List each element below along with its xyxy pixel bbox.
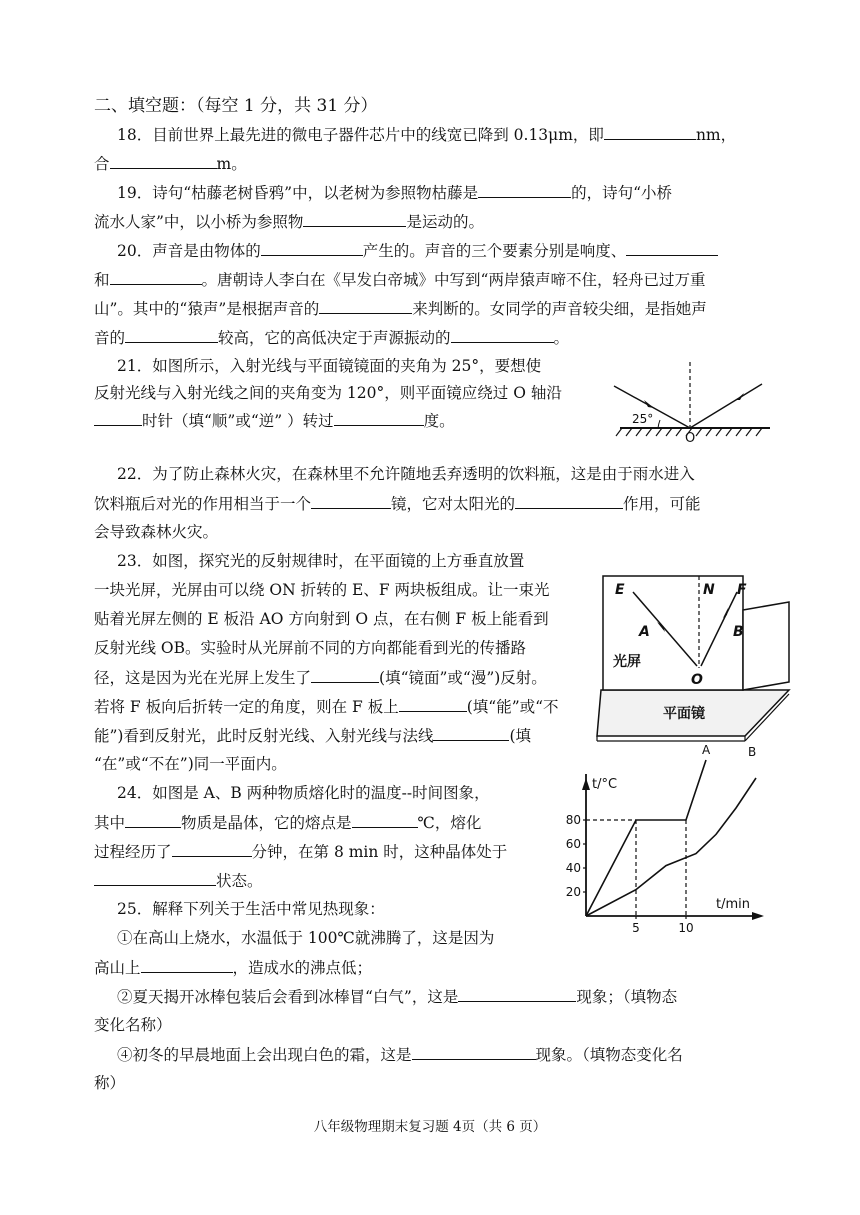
q20-text-4: 。唐朝诗人李白在《早发白帝城》中写到“两岸猿声啼不住，轻舟已过万重 xyxy=(201,271,706,289)
answer-blank[interactable] xyxy=(125,327,218,343)
question-21-cont-1: 反射光线与入射光线之间的夹角变为 120°，则平面镜应绕过 O 轴沿 xyxy=(94,384,562,402)
q23-text-4: (填“能”或“不 xyxy=(466,698,559,716)
answer-blank[interactable] xyxy=(399,696,467,712)
question-21: 21．如图所示，入射光线与平面镜镜面的夹角为 25°，要想使 xyxy=(117,357,542,375)
q18-text-2: nm， xyxy=(695,126,737,144)
question-20 xyxy=(117,240,718,261)
angle-label: 25° xyxy=(632,412,654,426)
y-axis-arrow xyxy=(582,778,590,790)
screen-f-folded-edge xyxy=(743,602,789,690)
q25-text-6: 现象。（填物态变化名 xyxy=(535,1046,683,1064)
q23-text-2: (填“镜面”或“漫”)反射。 xyxy=(379,669,547,687)
q18-text-3: 合 xyxy=(94,155,110,173)
answer-blank[interactable] xyxy=(412,1044,536,1060)
question-23-cont-3: 反射光线 OB。实验时从光屏前不同的方向都能看到光的传播路 xyxy=(94,639,527,657)
question-18 xyxy=(117,124,736,145)
question-23-cont-5 xyxy=(94,696,559,717)
answer-blank[interactable] xyxy=(352,812,418,828)
q24-text-6: 状态。 xyxy=(216,872,263,890)
q25-text-3: ②夏天揭开冰棒包装后会看到冰棒冒“白气”，这是 xyxy=(117,988,459,1006)
answer-blank[interactable] xyxy=(110,269,202,285)
question-20-cont-3 xyxy=(94,327,569,348)
answer-blank[interactable] xyxy=(334,410,424,426)
q25-text-2: ，造成水的沸点低； xyxy=(232,959,373,977)
q19-text-2: 的，诗句“小桥 xyxy=(571,184,673,202)
q18-text-1: 18．目前世界上最先进的微电子器件芯片中的线宽已降到 0.13μm，即 xyxy=(117,126,604,144)
q22-text-1: 饮料瓶后对光的作用相当于一个 xyxy=(94,495,312,513)
label-o: O xyxy=(691,672,703,688)
y-axis-label: t/°C xyxy=(592,777,618,792)
answer-blank[interactable] xyxy=(141,957,233,973)
answer-blank[interactable] xyxy=(172,841,252,857)
label-n: N xyxy=(703,582,715,598)
answer-blank[interactable] xyxy=(451,327,554,343)
x-tick-label: 10 xyxy=(678,921,694,935)
label-light-screen: 光屏 xyxy=(613,654,641,670)
q21-text-2: 度。 xyxy=(423,412,455,430)
x-axis-label: t/min xyxy=(716,897,750,912)
question-22-cont-1 xyxy=(94,493,701,514)
q24-text-3: ℃，熔化 xyxy=(417,814,482,832)
answer-blank[interactable] xyxy=(303,211,406,227)
q20-text-5: 山”。其中的“猿声”是根据声音的 xyxy=(94,300,320,318)
question-21-cont-2 xyxy=(94,410,455,431)
reflection-experiment-figure xyxy=(593,570,793,742)
label-b: B xyxy=(733,624,744,640)
y-tick-label: 40 xyxy=(565,861,581,875)
q21-text-1: 时针（填“顺”或“逆” ）转过 xyxy=(142,412,334,430)
q19-text-4: 是运动的。 xyxy=(406,213,484,231)
question-23-cont-1: 一块光屏，光屏由可以绕 ON 折转的 E、F 两块板组成。让一束光 xyxy=(94,581,550,599)
q23-text-1: 径，这是因为光在光屏上发生了 xyxy=(94,669,312,687)
answer-blank[interactable] xyxy=(110,153,217,169)
question-23-cont-4 xyxy=(94,667,547,688)
q24-text-1: 其中 xyxy=(94,814,126,832)
q23-text-5: 能”)看到反射光，此时反射光线、入射光线与法线 xyxy=(94,727,434,745)
question-22: 22．为了防止森林火灾，在森林里不允许随地丢弃透明的饮料瓶，这是由于雨水进入 xyxy=(117,465,695,483)
label-f: F xyxy=(737,582,747,598)
question-18-cont xyxy=(94,153,247,174)
x-tick-label: 5 xyxy=(632,921,640,935)
q19-text-1: 19．诗句“枯藤老树昏鸦”中，以老树为参照物枯藤是 xyxy=(117,184,479,202)
q20-text-9: 。 xyxy=(553,329,570,347)
q22-text-2: 镜，它对太阳光的 xyxy=(391,495,516,513)
series-b-line xyxy=(586,778,756,916)
answer-blank[interactable] xyxy=(94,870,216,886)
question-23-cont-7: “在”或“不在”)同一平面内。 xyxy=(94,755,287,773)
answer-blank[interactable] xyxy=(458,986,576,1002)
y-tick-label: 80 xyxy=(565,813,581,827)
q24-text-5: 分钟，在第 8 min 时，这种晶体处于 xyxy=(251,843,508,861)
q20-text-1: 20．声音是由物体的 xyxy=(117,242,261,260)
answer-blank[interactable] xyxy=(433,725,509,741)
q24-text-4: 过程经历了 xyxy=(94,843,172,861)
page-footer: 八年级物理期末复习题 4页（共 6 页） xyxy=(313,1119,547,1135)
question-19 xyxy=(117,182,672,203)
label-e: E xyxy=(615,582,625,598)
answer-blank[interactable] xyxy=(311,493,391,509)
q24-text-2: 物质是晶体，它的熔点是 xyxy=(181,814,352,832)
answer-blank[interactable] xyxy=(94,410,142,426)
q25-text-1: 高山上 xyxy=(94,959,141,977)
question-25-item-2-cont: 变化名称） xyxy=(94,1016,172,1034)
mirror-reflection-figure xyxy=(612,356,772,444)
q20-text-3: 和 xyxy=(94,271,110,289)
question-25-item-4-cont: 称） xyxy=(94,1074,126,1092)
question-20-cont-1 xyxy=(94,269,705,290)
question-24-cont-2 xyxy=(94,841,507,862)
question-25-item-2 xyxy=(117,986,677,1007)
question-24-cont-1 xyxy=(94,812,481,833)
question-24-cont-3 xyxy=(94,870,263,891)
series-a-label: A xyxy=(702,743,711,757)
q20-text-8: 较高，它的高低决定于声源振动的 xyxy=(218,329,451,347)
q20-text-6: 来判断的。女同学的声音较尖细，是指她声 xyxy=(412,300,707,318)
question-20-cont-2 xyxy=(94,298,707,319)
question-22-cont-2: 会导致森林火灾。 xyxy=(94,523,219,541)
q23-text-6: (填 xyxy=(509,727,532,745)
section-heading: 二、填空题：（每空 1 分，共 31 分） xyxy=(94,96,378,116)
question-19-cont xyxy=(94,211,484,232)
q25-text-4: 现象；（填物态 xyxy=(576,988,678,1006)
melting-curve-chart xyxy=(554,743,770,944)
y-tick-label: 60 xyxy=(565,837,581,851)
q22-text-3: 作用，可能 xyxy=(623,495,701,513)
answer-blank[interactable] xyxy=(261,240,363,256)
label-plane-mirror: 平面镜 xyxy=(663,706,705,722)
q19-text-3: 流水人家”中，以小桥为参照物 xyxy=(94,213,304,231)
question-24: 24．如图是 A、B 两种物质熔化时的温度--时间图象， xyxy=(117,784,490,802)
q20-text-7: 音的 xyxy=(94,329,126,347)
answer-blank[interactable] xyxy=(125,812,181,828)
question-25-item-4 xyxy=(117,1044,683,1065)
question-25-item-1: ①在高山上烧水，水温低于 100℃就沸腾了，这是因为 xyxy=(117,929,495,947)
question-23-cont-2: 贴着光屏左侧的 E 板沿 AO 方向射到 O 点，在右侧 F 板上能看到 xyxy=(94,610,549,628)
question-23-cont-6 xyxy=(94,725,531,746)
y-tick-label: 20 xyxy=(565,885,581,899)
point-o-label: O xyxy=(685,431,696,446)
angle-arc xyxy=(658,420,660,428)
q18-text-4: m。 xyxy=(216,155,247,173)
answer-blank[interactable] xyxy=(319,298,412,314)
q25-text-5: ④初冬的早晨地面上会出现白色的霜，这是 xyxy=(117,1046,412,1064)
x-axis-arrow xyxy=(752,912,764,920)
question-23: 23．如图，探究光的反射规律时，在平面镜的上方垂直放置 xyxy=(117,552,525,570)
q23-text-3: 若将 F 板向后折转一定的角度，则在 F 板上 xyxy=(94,698,399,716)
series-b-label: B xyxy=(748,745,757,759)
answer-blank[interactable] xyxy=(604,124,696,140)
reflected-ray xyxy=(690,384,762,428)
question-25-item-1-cont xyxy=(94,957,372,978)
answer-blank[interactable] xyxy=(515,493,623,509)
q20-text-2: 产生的。声音的三个要素分别是响度、 xyxy=(362,242,627,260)
answer-blank[interactable] xyxy=(626,240,718,256)
answer-blank[interactable] xyxy=(311,667,379,683)
answer-blank[interactable] xyxy=(478,182,571,198)
question-25: 25．解释下列关于生活中常见热现象： xyxy=(117,900,385,918)
label-a: A xyxy=(639,624,650,640)
